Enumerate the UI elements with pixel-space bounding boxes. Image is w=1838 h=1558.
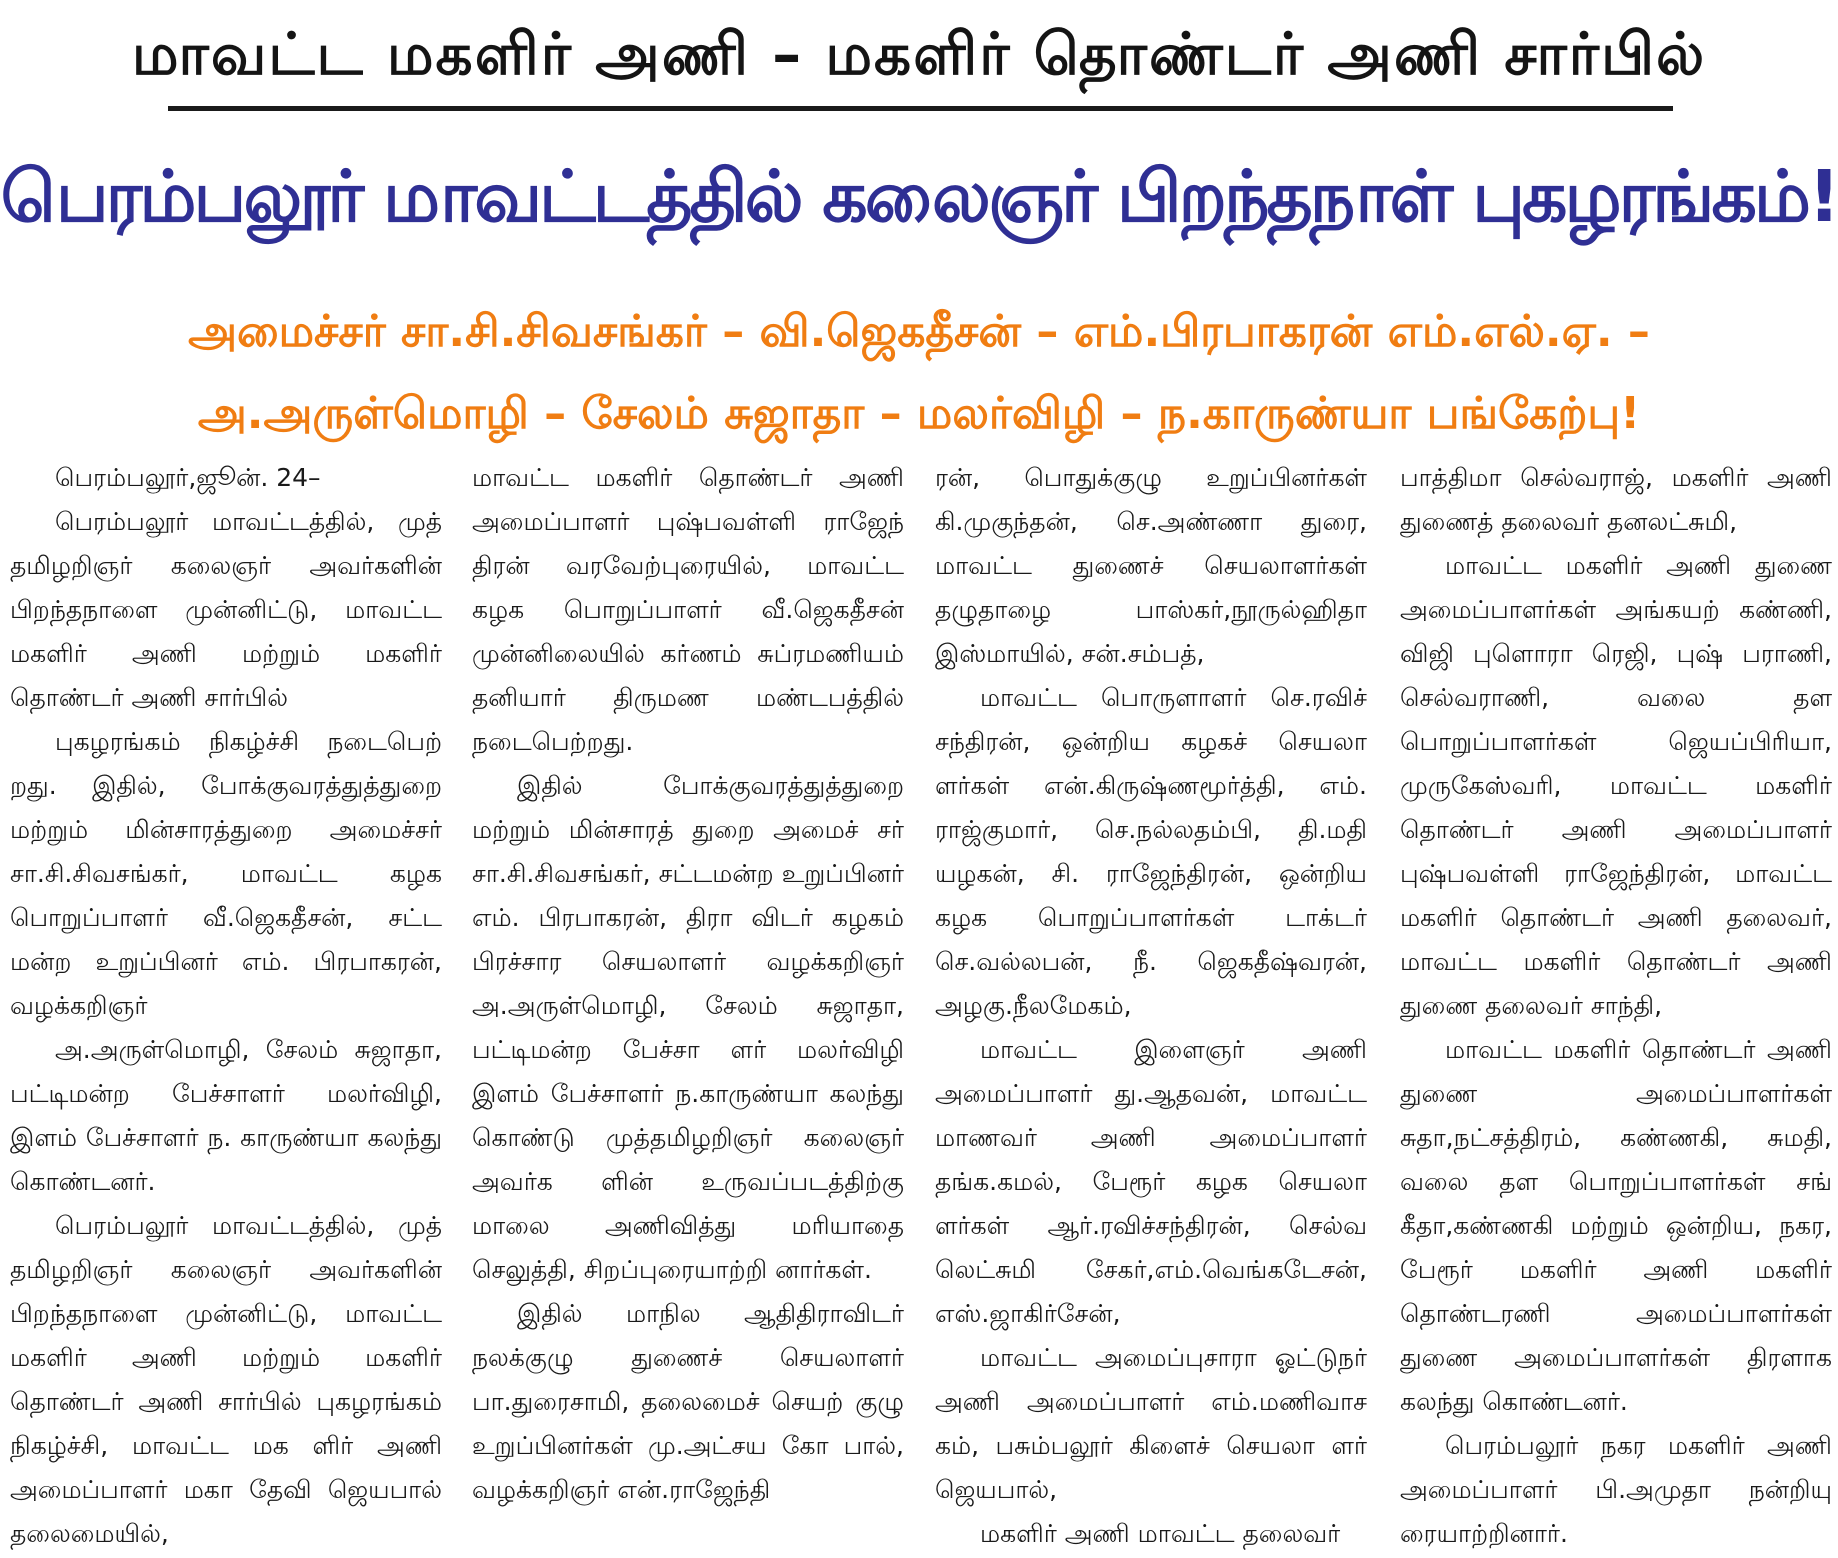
- paragraph: மாவட்ட அமைப்புசாரா ஓட்டுநர் அணி அமைப்பாளர் எம்.மணிவாச கம், பசும்பலூர் கிளைச் செயலா ளர் ஜெயபால்,: [935, 1343, 1367, 1504]
- paragraph: மாவட்ட மகளிர் தொண்டர் அணி அமைப்பாளர் புஷ்பவள்ளி ராஜேந் திரன் வரவேற்புரையில், மாவட்ட கழக பொறுப்பாளர் வீ.ஜெகதீசன் முன்னிலையில் கர்ணம் சுப்ரமணியம் தனியார் திருமண மண்டபத்தில் நடைபெற்றது.: [472, 463, 904, 756]
- article-column-1: [10, 456, 442, 1556]
- paragraph: இதில் மாநில ஆதிதிராவிடர் நலக்குழு துணைச் செயலாளர் பா.துரைசாமி, தலைமைச் செயற் குழு உறுப்பினர்கள் மு.அட்சய கோ பால், வழக்கறிஞர் என்.ராஜேந்தி: [472, 1299, 904, 1504]
- kicker-heading: மாவட்ட மகளிர் அணி – மகளிர் தொண்டர் அணி சார்பில்: [131, 20, 1707, 88]
- article-column-2: [472, 456, 904, 1556]
- article-body: [0, 456, 1838, 1556]
- paragraph: மாவட்ட மகளிர் அணி துணை அமைப்பாளர்கள் அங்கயற் கண்ணி, விஜி புளொரா ரெஜி, புஷ் பராணி, செல்வராணி, வலை தள பொறுப்பாளர்கள் ஜெயப்பிரியா, முருகேஸ்வரி, மாவட்ட மகளிர் தொண்டர் அணி அமைப்பாளர் புஷ்பவள்ளி ராஜேந்திரன், மாவட்ட மகளிர் தொண்டர் அணி தலைவர், மாவட்ட மகளிர் தொண்டர் அணி துணை தலைவர் சாந்தி,: [1400, 551, 1832, 1020]
- paragraph: மகளிர் அணி மாவட்ட தலைவர்: [980, 1519, 1341, 1548]
- paragraph: புகழரங்கம் நிகழ்ச்சி நடைபெற் றது. இதில், போக்குவரத்துத்துறை மற்றும் மின்சாரத்துறை அமைச்சர் சா.சி.சிவசங்கர், மாவட்ட கழக பொறுப்பாளர் வீ.ஜெகதீசன், சட்ட மன்ற உறுப்பினர் எம். பிரபாகரன், வழக்கறிஞர்: [10, 727, 442, 1020]
- kicker-underline: [168, 106, 1673, 111]
- paragraph: பெரம்பலூர் மாவட்டத்தில், முத் தமிழறிஞர் கலைஞர் அவர்களின் பிறந்தநாளை முன்னிட்டு, மாவட்ட மகளிர் அணி மற்றும் மகளிர் தொண்டர் அணி சார்பில் புகழரங்கம் நிகழ்ச்சி, மாவட்ட மக ளிர் அணி அமைப்பாளர் மகா தேவி ஜெயபால் தலைமையில்,: [10, 1211, 442, 1548]
- paragraph: பெரம்பலூர் நகர மகளிர் அணி அமைப்பாளர் பி.அமுதா நன்றியு ரையாற்றினார்.: [1400, 1431, 1832, 1548]
- article-column-3: [935, 456, 1367, 1556]
- paragraph: பெரம்பலூர் மாவட்டத்தில், முத் தமிழறிஞர் கலைஞர் அவர்களின் பிறந்தநாளை முன்னிட்டு, மாவட்ட மகளிர் அணி மற்றும் மகளிர் தொண்டர் அணி சார்பில்: [10, 507, 442, 712]
- paragraph: இதில் போக்குவரத்துத்துறை மற்றும் மின்சாரத் துறை அமைச் சர் சா.சி.சிவசங்கர், சட்டமன்ற உறுப்பினர் எம். பிரபாகரன், திரா விடர் கழகம் பிரச்சார செயலாளர் வழக்கறிஞர் அ.அருள்மொழி, சேலம் சுஜாதா, பட்டிமன்ற பேச்சா ளர் மலர்விழி இளம் பேச்சாளர் ந.காருண்யா கலந்து கொண்டு முத்தமிழறிஞர் கலைஞர் அவர்க ளின் உருவப்படத்திற்கு மாலை அணிவித்து மரியாதை செலுத்தி, சிறப்புரையாற்றி னார்கள்.: [472, 771, 904, 1284]
- dateline: பெரம்பலூர்,ஜூன். 24–: [55, 463, 321, 492]
- subheadline-line-2: அ.அருள்மொழி – சேலம் சுஜாதா – மலர்விழி – ந.காருண்யா பங்கேற்பு!: [197, 388, 1641, 439]
- paragraph: பாத்திமா செல்வராஜ், மகளிர் அணி துணைத் தலைவர் தனலட்சுமி,: [1400, 463, 1832, 536]
- article-column-4: [1400, 456, 1832, 1556]
- paragraph: மாவட்ட மகளிர் தொண்டர் அணி துணை அமைப்பாளர்கள் சுதா,நட்சத்திரம், கண்ணகி, சுமதி, வலை தள பொறுப்பாளர்கள் சங் கீதா,கண்ணகி மற்றும் ஒன்றிய, நகர, பேரூர் மகளிர் அணி மகளிர் தொண்டரணி அமைப்பாளர்கள் துணை அமைப்பாளர்கள் திரளாக கலந்து கொண்டனர்.: [1400, 1035, 1832, 1416]
- paragraph: ரன், பொதுக்குழு உறுப்பினர்கள் கி.முகுந்தன், செ.அண்ணா துரை, மாவட்ட துணைச் செயலாளர்கள் தழுதாழை பாஸ்கர்,நூருல்ஹிதா இஸ்மாயில், சன்.சம்பத்,: [935, 463, 1367, 668]
- paragraph: மாவட்ட பொருளாளர் செ.ரவிச் சந்திரன், ஒன்றிய கழகச் செயலா ளர்கள் என்.கிருஷ்ணமூர்த்தி, எம். ராஜ்குமார், செ.நல்லதம்பி, தி.மதி யழகன், சி. ராஜேந்திரன், ஒன்றிய கழக பொறுப்பாளர்கள் டாக்டர் செ.வல்லபன், நீ. ஜெகதீஷ்வரன், அழகு.நீலமேகம்,: [935, 683, 1367, 1020]
- paragraph: மாவட்ட இளைஞர் அணி அமைப்பாளர் து.ஆதவன், மாவட்ட மாணவர் அணி அமைப்பாளர் தங்க.கமல், பேரூர் கழக செயலா ளர்கள் ஆர்.ரவிச்சந்திரன், செல்வ லெட்சுமி சேகர்,எம்.வெங்கடேசன், எஸ்.ஜாகிர்சேன்,: [935, 1035, 1367, 1328]
- headline: பெரம்பலூர் மாவட்டத்தில் கலைஞர் பிறந்தநாள் புகழரங்கம்!: [0, 155, 1838, 238]
- subheadline-line-1: அமைச்சர் சா.சி.சிவசங்கர் – வி.ஜெகதீசன் – எம்.பிரபாகரன் எம்.எல்.ஏ. –: [188, 306, 1650, 357]
- paragraph: அ.அருள்மொழி, சேலம் சுஜாதா, பட்டிமன்ற பேச்சாளர் மலர்விழி, இளம் பேச்சாளர் ந. காருண்யா கலந்து கொண்டனர்.: [10, 1035, 442, 1196]
